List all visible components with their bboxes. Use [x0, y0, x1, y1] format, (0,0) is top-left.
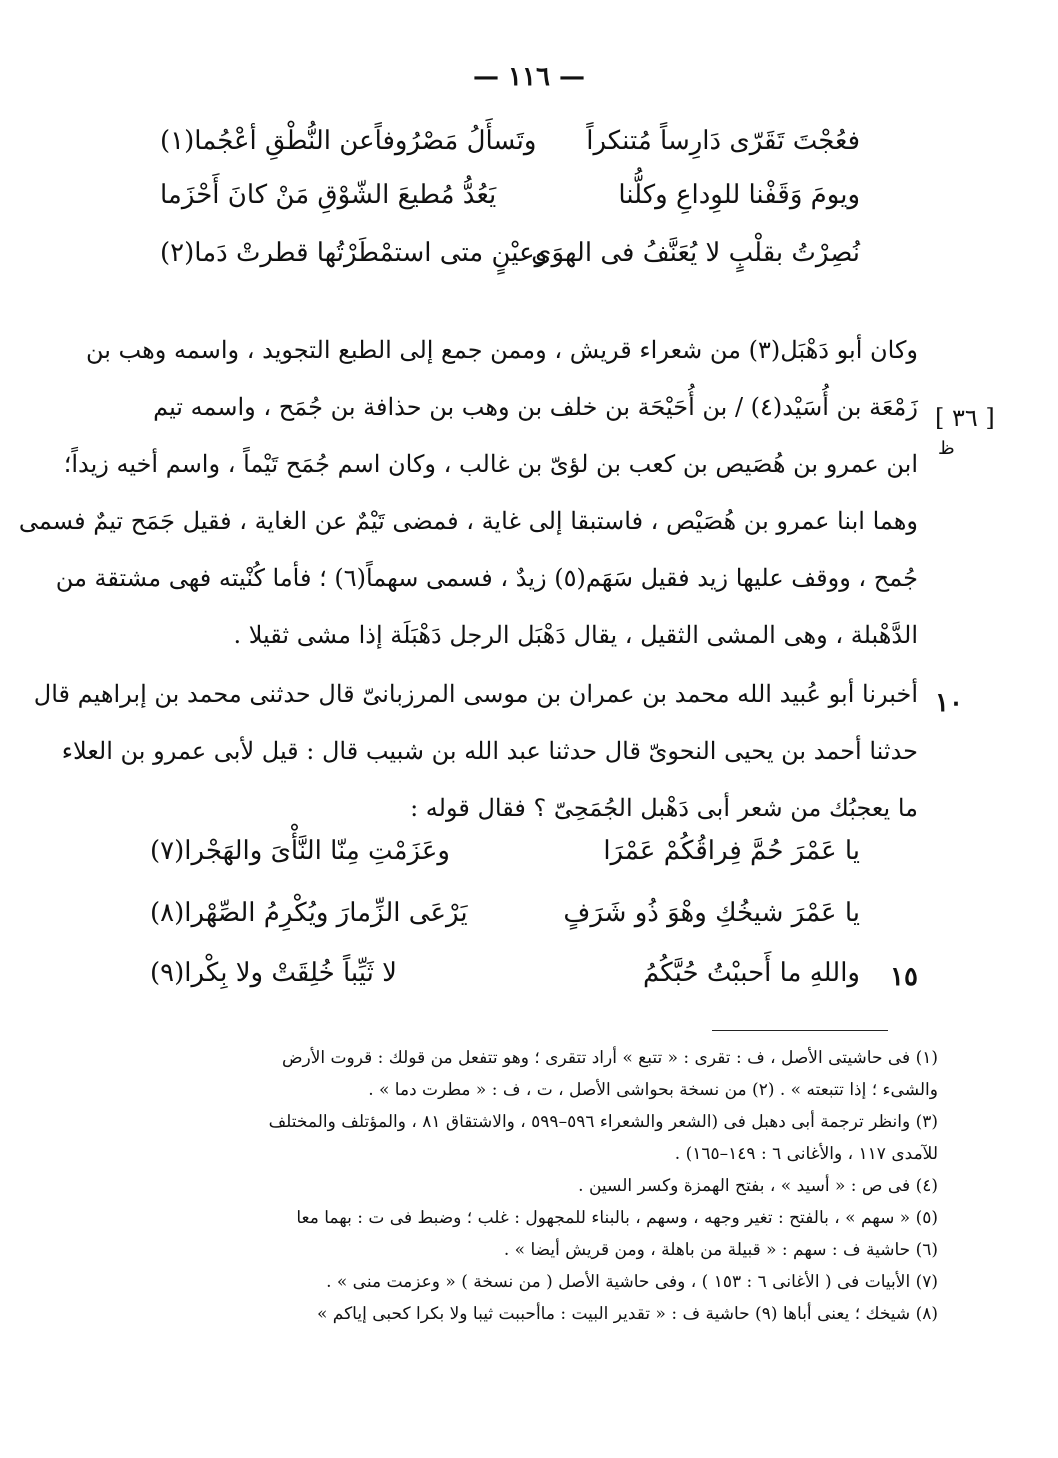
- verse-second-hemistich: يَعُدُّ مُطيعَ الشّوْقِ مَنْ كانَ أَحْزَما: [160, 180, 497, 210]
- prose-line: وكان أبو دَهْبَل(٣) من شعراء قريش ، وممن جمع إلى الطبع التجويد ، واسمه وهب بن: [85, 336, 918, 364]
- footnote-line: (٤) فى ص : « أسيد » ، بفتح الهمزة وكسر السين .: [578, 1176, 938, 1196]
- footnote-separator: [712, 1030, 888, 1031]
- footnote-line: (٣) وانظر ترجمة أبى دهبل فى (الشعر والشعراء ٥٩٦–٥٩٩ ، والاشتقاق ٨١ ، والمؤتلف والمختلف: [268, 1112, 938, 1132]
- prose-line: ابن عمرو بن هُصَيص بن كعب بن لؤىّ بن غالب ، وكان اسم جُمَح تَيْماً ، واسم أخيه زيداً؛: [63, 450, 918, 478]
- verse-line: [150, 958, 860, 998]
- prose-paragraph: [18, 322, 918, 664]
- verse-second-hemistich: لا ثَيِّباً خُلِقَتْ ولا بِكْرا(٩): [150, 958, 397, 988]
- verse-line: [160, 180, 860, 220]
- verse-line: [150, 836, 860, 876]
- prose-paragraph: [33, 666, 918, 837]
- footnote-line: (٦) حاشية ف : سهم : « قبيلة من باهلة ، ومن قريش أيضا » .: [503, 1240, 938, 1260]
- footnote-line: للآمدى ١١٧ ، والأغانى ٦ : ١٤٩–١٦٥) .: [674, 1144, 938, 1164]
- prose-line: وهما ابنا عمرو بن هُصَيْص ، فاستبقا إلى غاية ، فمضى تَيْمٌ عن الغاية ، فقيل جَمَح تيمٌ فسمى: [18, 507, 918, 535]
- verse-line: [150, 898, 860, 938]
- verse-line: [160, 126, 860, 166]
- footnote-line: والشىء ؛ إذا تتبعته » . (٢) من نسخة بحواشى الأصل ، ت ، ف : « مطرت دما » .: [368, 1080, 938, 1100]
- verse-first-hemistich: ويومَ وَقَفْنا للوِداعِ وكلُّنا: [618, 180, 860, 210]
- verse-first-hemistich: يا عَمْرَ شيخُكِ وهْوَ ذُو شَرَفٍ: [563, 898, 860, 928]
- line-number-15: ١٥: [890, 962, 918, 992]
- verse-first-hemistich: نُصِرْتُ بقلْبٍ لا يُعَنَّفُ فى الهوَى: [531, 238, 860, 268]
- line-number-10: ١٠: [935, 688, 963, 718]
- prose-line: زَمْعَة بن أُسَيْد(٤) / بن أُحَيْحَة بن خلف بن وهب بن حذافة بن جُمَح ، واسمه تيم: [153, 393, 918, 421]
- prose-line: حدثنا أحمد بن يحيى النحوىّ قال حدثنا عبد الله بن شبيب قال : قيل لأبى عمرو بن العلاء: [61, 737, 918, 765]
- prose-line: ما يعجبُك من شعر أبى دَهْبل الجُمَحِىّ ؟ فقال قوله :: [410, 794, 918, 822]
- verse-first-hemistich: فعُجْتَ تَقَرّى دَارِساً مُتنكراً: [586, 126, 860, 156]
- verse-line: [160, 238, 860, 278]
- verse-first-hemistich: يا عَمْرَ حُمَّ فِراقُكُمْ عَمْرَا: [603, 836, 860, 866]
- folio-side-mark: ظ: [938, 438, 955, 459]
- footnote-line: (١) فى حاشيتى الأصل ، ف : تقرى : « تتبع » أراد تتقرى ؛ وهو تتفعل من قولك : قروت الأرض: [281, 1048, 938, 1068]
- footnote-line: (٥) « سهم » ، بالفتح : تغير وجهه ، وسهم ، بالبناء للمجهول : غلب ؛ وضبط فى ت : بهما معا: [296, 1208, 938, 1228]
- manuscript-folio-reference: [ ٣٦ ]: [935, 404, 995, 432]
- prose-line: الدَّهْبلة ، وهى المشى الثقيل ، يقال دَهْبَل الرجل دَهْبَلَة إذا مشى ثقيلا .: [233, 621, 918, 649]
- verse-second-hemistich: وعيْنٍ متى استمْطَرْتُها قطرتْ دَما(٢): [160, 238, 548, 268]
- page-number: — ١١٦ —: [472, 62, 586, 92]
- footnote-line: (٨) شيخك ؛ يعنى أباها (٩) حاشية ف : « تقدير البيت : ماأحببت ثيبا ولا بكرا كحبى إياكم »: [316, 1304, 938, 1324]
- verse-second-hemistich: يَرْعَى الزِّمارَ ويُكْرِمُ الصِّهْرا(٨): [150, 898, 468, 928]
- footnotes: [98, 1042, 938, 1330]
- footnote-line: (٧) الأبيات فى ( الأغانى ٦ : ١٥٣ ) ، وفى حاشية الأصل ( من نسخة ) « وعزمت منى » .: [326, 1272, 938, 1292]
- prose-line: أخبرنا أبو عُبيد الله محمد بن عمران بن موسى المرزبانىّ قال حدثنى محمد بن إبراهيم قال: [33, 680, 918, 708]
- verse-second-hemistich: وعَزَمْتِ مِنّا النَّأْىَ والهَجْرا(٧): [150, 836, 450, 866]
- verse-second-hemistich: وتَسأَلُ مَصْرُوفاًعن النُّطْقِ أعْجُما(١): [160, 126, 537, 156]
- verse-first-hemistich: واللهِ ما أَحببْتُ حُبَّكُمُ: [643, 958, 860, 988]
- prose-line: جُمح ، ووقف عليها زيد فقيل سَهَم(٥) زيدٌ ، فسمى سهماً(٦) ؛ فأما كُنْيته فهى مشتقة من: [55, 564, 918, 592]
